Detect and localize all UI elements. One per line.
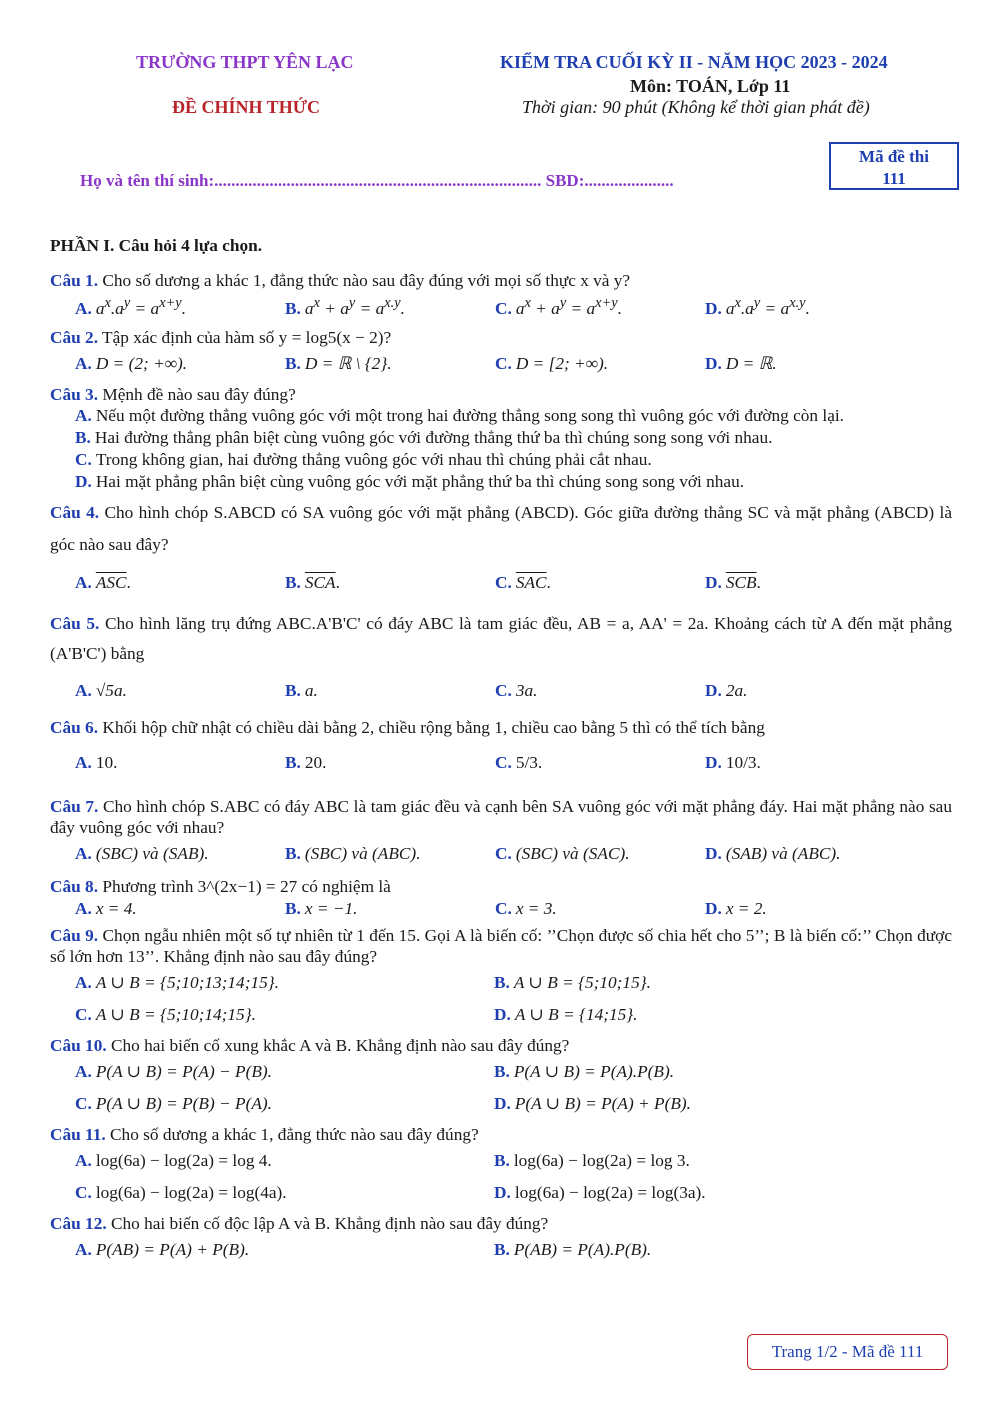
option-d bbox=[494, 1183, 913, 1203]
option-text: √5a. bbox=[95, 681, 127, 700]
option-text: Hai mặt phẳng phân biệt cùng vuông góc với mặt phẳng thứ ba thì chúng song song với nhau. bbox=[95, 472, 745, 491]
subject-line: Môn: TOÁN, Lớp 11 bbox=[630, 76, 791, 96]
option-key: C. bbox=[495, 753, 512, 772]
question-label: Câu 1. bbox=[50, 271, 99, 290]
option-key: D. bbox=[705, 573, 722, 592]
question-8 bbox=[50, 876, 952, 897]
question-1 bbox=[50, 270, 952, 291]
option-a bbox=[75, 844, 285, 864]
question-11-options-row2 bbox=[50, 1177, 952, 1209]
option-key: D. bbox=[705, 298, 722, 318]
question-7-options bbox=[50, 838, 952, 870]
question-10-options-row2 bbox=[50, 1088, 952, 1120]
option-b bbox=[285, 899, 495, 919]
question-label: Câu 7. bbox=[50, 797, 99, 816]
option-b bbox=[285, 844, 495, 864]
option-text: x = 2. bbox=[725, 899, 767, 918]
question-stem: Khối hộp chữ nhật có chiều dài bằng 2, chiều rộng bằng 1, chiều cao bằng 5 thì có thể tích bằng bbox=[102, 718, 765, 737]
option-key: A. bbox=[75, 1240, 92, 1259]
question-6-options bbox=[50, 738, 952, 788]
option-key: B. bbox=[285, 753, 301, 772]
option-key: B. bbox=[285, 844, 301, 863]
option-a bbox=[75, 899, 285, 919]
question-stem: Tập xác định của hàm số y = log5(x − 2)? bbox=[102, 328, 392, 347]
option-d bbox=[705, 354, 915, 374]
option-key: D. bbox=[494, 1005, 511, 1024]
question-9-options-row1 bbox=[50, 967, 952, 999]
option-key: A. bbox=[75, 406, 92, 425]
question-label: Câu 8. bbox=[50, 877, 99, 896]
question-stem: Cho hình lăng trụ đứng ABC.A'B'C' có đáy ABC là tam giác đều, AB = a, AA' = 2a. Khoảng cách từ A đến mặt phẳng (A'B'C') bằng bbox=[50, 614, 952, 663]
question-label: Câu 12. bbox=[50, 1214, 107, 1233]
option-key: B. bbox=[75, 428, 91, 447]
option-key: B. bbox=[285, 681, 301, 700]
option-key: A. bbox=[75, 844, 92, 863]
question-12 bbox=[50, 1213, 952, 1234]
option-b bbox=[494, 973, 913, 993]
option-text: 2a. bbox=[725, 681, 748, 700]
question-label: Câu 6. bbox=[50, 718, 99, 737]
question-stem: Cho hình chóp S.ABCD có SA vuông góc với mặt phẳng (ABCD). Góc giữa đường thẳng SC và mặt phẳng (ABCD) là góc nào sau đây? bbox=[50, 503, 952, 554]
exam-code-value: 111 bbox=[882, 169, 906, 188]
section-title: PHẦN I. Câu hỏi 4 lựa chọn. bbox=[50, 236, 263, 255]
question-stem: Cho số dương a khác 1, đẳng thức nào sau đây đúng? bbox=[110, 1125, 479, 1144]
option-text: (SBC) và (SAB). bbox=[95, 844, 209, 863]
option-c bbox=[495, 354, 705, 374]
option-text: 20. bbox=[304, 753, 327, 772]
option-d bbox=[494, 1094, 913, 1114]
exam-content bbox=[50, 236, 952, 1266]
question-2-options bbox=[50, 348, 952, 380]
option-key: B. bbox=[285, 298, 301, 318]
option-d bbox=[50, 471, 952, 493]
option-key: A. bbox=[75, 973, 92, 992]
option-key: D. bbox=[705, 753, 722, 772]
option-text: D = (2; +∞). bbox=[95, 354, 188, 373]
option-d bbox=[705, 899, 915, 919]
option-a bbox=[75, 354, 285, 374]
question-label: Câu 4. bbox=[50, 503, 100, 522]
option-key: B. bbox=[494, 1062, 510, 1081]
option-b bbox=[285, 354, 495, 374]
question-5 bbox=[50, 609, 952, 669]
school-name: TRƯỜNG THPT YÊN LẠC bbox=[136, 52, 354, 72]
option-a: A. $\overline{ASC}$. bbox=[75, 573, 131, 592]
option-key: D. bbox=[494, 1183, 511, 1202]
option-formula: $a^x + a^y = a^{x+y}$. bbox=[515, 295, 623, 318]
option-key: B. bbox=[285, 573, 301, 592]
option-text: (SBC) và (ABC). bbox=[304, 844, 421, 863]
option-a bbox=[75, 1151, 494, 1171]
exam-title: KIỂM TRA CUỐI KỲ II - NĂM HỌC 2023 - 2024 bbox=[500, 52, 888, 72]
option-key: D. bbox=[705, 899, 722, 918]
option-text: (SAB) và (ABC). bbox=[725, 844, 841, 863]
option-formula: $a^x.a^y = a^{x.y}$. bbox=[725, 295, 810, 318]
option-text: A ∪ B = {5;10;14;15}. bbox=[95, 1005, 256, 1024]
time-line: Thời gian: 90 phút (Không kể thời gian phát đề) bbox=[522, 97, 870, 117]
question-stem: Mệnh đề nào sau đây đúng? bbox=[102, 385, 296, 404]
option-key: C. bbox=[495, 899, 512, 918]
option-text: A ∪ B = {14;15}. bbox=[514, 1005, 638, 1024]
option-text: Nếu một đường thẳng vuông góc với một trong hai đường thẳng song song thì vuông góc với đường còn lại. bbox=[95, 406, 844, 425]
option-text: P(A ∪ B) = P(B) − P(A). bbox=[95, 1094, 272, 1113]
option-key: A. bbox=[75, 753, 92, 772]
option-key: D. bbox=[75, 472, 92, 491]
option-key: A. bbox=[75, 681, 92, 700]
option-text: A ∪ B = {5;10;13;14;15}. bbox=[95, 973, 279, 992]
question-4 bbox=[50, 497, 952, 561]
option-c bbox=[75, 1094, 494, 1114]
option-text: 3a. bbox=[515, 681, 538, 700]
option-text: 5/3. bbox=[515, 753, 543, 772]
option-b bbox=[494, 1240, 913, 1260]
option-key: A. bbox=[75, 1151, 92, 1170]
option-key: D. bbox=[705, 844, 722, 863]
option-text: log(6a) − log(2a) = log 3. bbox=[513, 1151, 690, 1170]
question-stem: Cho hình chóp S.ABC có đáy ABC là tam giác đều và cạnh bên SA vuông góc với mặt phẳng đáy. Hai mặt phẳng nào sau đây vuông góc với nhau? bbox=[50, 797, 952, 837]
option-b bbox=[494, 1151, 913, 1171]
question-4-options bbox=[50, 561, 952, 605]
question-label: Câu 5. bbox=[50, 614, 100, 633]
option-text: D = [2; +∞). bbox=[515, 354, 609, 373]
option-key: C. bbox=[495, 681, 512, 700]
option-a bbox=[75, 973, 494, 993]
option-d bbox=[705, 844, 915, 864]
option-key: C. bbox=[495, 298, 512, 318]
option-key: C. bbox=[75, 1005, 92, 1024]
question-11 bbox=[50, 1124, 952, 1145]
option-b bbox=[285, 681, 495, 701]
option-key: C. bbox=[495, 354, 512, 373]
option-text: log(6a) − log(2a) = log(3a). bbox=[514, 1183, 706, 1202]
question-stem: Cho số dương a khác 1, đẳng thức nào sau đây đúng với mọi số thực x và y? bbox=[102, 271, 631, 290]
option-text: P(A ∪ B) = P(A) + P(B). bbox=[514, 1094, 691, 1113]
option-key: B. bbox=[494, 1151, 510, 1170]
option-b bbox=[285, 295, 495, 319]
question-9 bbox=[50, 925, 952, 967]
option-c: C. $\overline{SAC}$. bbox=[495, 573, 551, 592]
option-text: Hai đường thẳng phân biệt cùng vuông góc với đường thẳng thứ ba thì chúng song song với nhau. bbox=[94, 428, 773, 447]
option-c bbox=[50, 449, 952, 471]
question-label: Câu 3. bbox=[50, 385, 99, 404]
official-label: ĐỀ CHÍNH THỨC bbox=[172, 97, 321, 117]
option-c bbox=[495, 681, 705, 701]
question-12-options bbox=[50, 1234, 952, 1266]
question-stem: Cho hai biến cố độc lập A và B. Khẳng định nào sau đây đúng? bbox=[110, 1214, 549, 1233]
option-key: C. bbox=[75, 1094, 92, 1113]
option-b: B. $\overline{SCA}$. bbox=[285, 573, 340, 592]
option-c bbox=[75, 1005, 494, 1025]
question-1-options bbox=[50, 291, 952, 323]
option-key: D. bbox=[494, 1094, 511, 1113]
question-label: Câu 11. bbox=[50, 1125, 106, 1144]
option-c bbox=[75, 1183, 494, 1203]
page-footer: Trang 1/2 - Mã đề 111 bbox=[747, 1334, 948, 1370]
option-text: D = ℝ \ {2}. bbox=[304, 354, 392, 373]
option-key: A. bbox=[75, 899, 92, 918]
option-key: A. bbox=[75, 354, 92, 373]
option-text: $\overline{ASC}$ bbox=[95, 573, 127, 592]
option-key: C. bbox=[75, 450, 92, 469]
candidate-line: Họ và tên thí sinh:............................................................................. SBD:..................... bbox=[80, 171, 674, 190]
option-b bbox=[285, 753, 495, 773]
option-key: B. bbox=[285, 899, 301, 918]
option-key: C. bbox=[495, 573, 512, 592]
option-formula: $a^x.a^y = a^{x+y}$. bbox=[95, 295, 187, 318]
question-label: Câu 9. bbox=[50, 926, 99, 945]
option-text: log(6a) − log(2a) = log 4. bbox=[95, 1151, 272, 1170]
option-key: D. bbox=[705, 354, 722, 373]
option-d: D. $\overline{SCB}$. bbox=[705, 573, 761, 592]
option-text: P(AB) = P(A) + P(B). bbox=[95, 1240, 250, 1259]
option-key: B. bbox=[285, 354, 301, 373]
option-c bbox=[495, 753, 705, 773]
option-key: A. bbox=[75, 573, 92, 592]
option-b bbox=[50, 427, 952, 449]
option-d bbox=[705, 295, 915, 319]
option-c bbox=[495, 844, 705, 864]
question-10-options-row1 bbox=[50, 1056, 952, 1088]
option-text: 10. bbox=[95, 753, 118, 772]
option-text: P(A ∪ B) = P(A).P(B). bbox=[513, 1062, 675, 1081]
option-key: C. bbox=[495, 844, 512, 863]
option-key: B. bbox=[494, 1240, 510, 1259]
option-d bbox=[705, 753, 915, 773]
question-stem: Chọn ngẫu nhiên một số tự nhiên từ 1 đến 15. Gọi A là biến cố: ’’Chọn được số chia hết cho 5’’; B là biến cố:’’ Chọn được số lớn hơn 13’’. Khẳng định nào sau đây đúng? bbox=[50, 926, 952, 966]
option-text: x = 3. bbox=[515, 899, 557, 918]
option-b bbox=[494, 1062, 913, 1082]
option-key: A. bbox=[75, 298, 92, 318]
question-5-options bbox=[50, 669, 952, 713]
option-text: P(AB) = P(A).P(B). bbox=[513, 1240, 652, 1259]
question-10 bbox=[50, 1035, 952, 1056]
option-text: log(6a) − log(2a) = log(4a). bbox=[95, 1183, 287, 1202]
option-text: 10/3. bbox=[725, 753, 761, 772]
question-7 bbox=[50, 796, 952, 838]
option-a bbox=[75, 753, 285, 773]
option-text: x = −1. bbox=[304, 899, 358, 918]
question-9-options-row2 bbox=[50, 999, 952, 1031]
option-text: x = 4. bbox=[95, 899, 137, 918]
option-text: A ∪ B = {5;10;15}. bbox=[513, 973, 651, 992]
question-8-options bbox=[50, 897, 952, 921]
option-c bbox=[495, 295, 705, 319]
option-a bbox=[75, 1240, 494, 1260]
option-key: A. bbox=[75, 1062, 92, 1081]
option-text: $\overline{SAC}$ bbox=[515, 573, 547, 592]
exam-code-box bbox=[829, 142, 959, 190]
option-key: C. bbox=[75, 1183, 92, 1202]
question-stem: Cho hai biến cố xung khắc A và B. Khẳng định nào sau đây đúng? bbox=[110, 1036, 570, 1055]
option-d bbox=[494, 1005, 913, 1025]
question-label: Câu 2. bbox=[50, 328, 99, 347]
option-key: B. bbox=[494, 973, 510, 992]
question-11-options-row1 bbox=[50, 1145, 952, 1177]
option-key: D. bbox=[705, 681, 722, 700]
option-d bbox=[705, 681, 915, 701]
option-a bbox=[75, 295, 285, 319]
option-text: Trong không gian, hai đường thẳng vuông góc với nhau thì chúng phải cắt nhau. bbox=[95, 450, 652, 469]
exam-code-label: Mã đề thi bbox=[859, 147, 929, 166]
option-a bbox=[50, 405, 952, 427]
option-text: (SBC) và (SAC). bbox=[515, 844, 630, 863]
option-c bbox=[495, 899, 705, 919]
option-a bbox=[75, 681, 285, 701]
option-text: D = ℝ. bbox=[725, 354, 777, 373]
option-text: a. bbox=[304, 681, 318, 700]
question-label: Câu 10. bbox=[50, 1036, 107, 1055]
option-text: P(A ∪ B) = P(A) − P(B). bbox=[95, 1062, 272, 1081]
option-formula: $a^x + a^y = a^{x.y}$. bbox=[304, 295, 405, 318]
question-6 bbox=[50, 717, 952, 738]
option-text: $\overline{SCA}$ bbox=[304, 573, 336, 592]
question-2 bbox=[50, 327, 952, 348]
option-text: $\overline{SCB}$ bbox=[725, 573, 757, 592]
option-a bbox=[75, 1062, 494, 1082]
question-3 bbox=[50, 384, 952, 405]
question-stem: Phương trình 3^(2x−1) = 27 có nghiệm là bbox=[102, 877, 391, 896]
